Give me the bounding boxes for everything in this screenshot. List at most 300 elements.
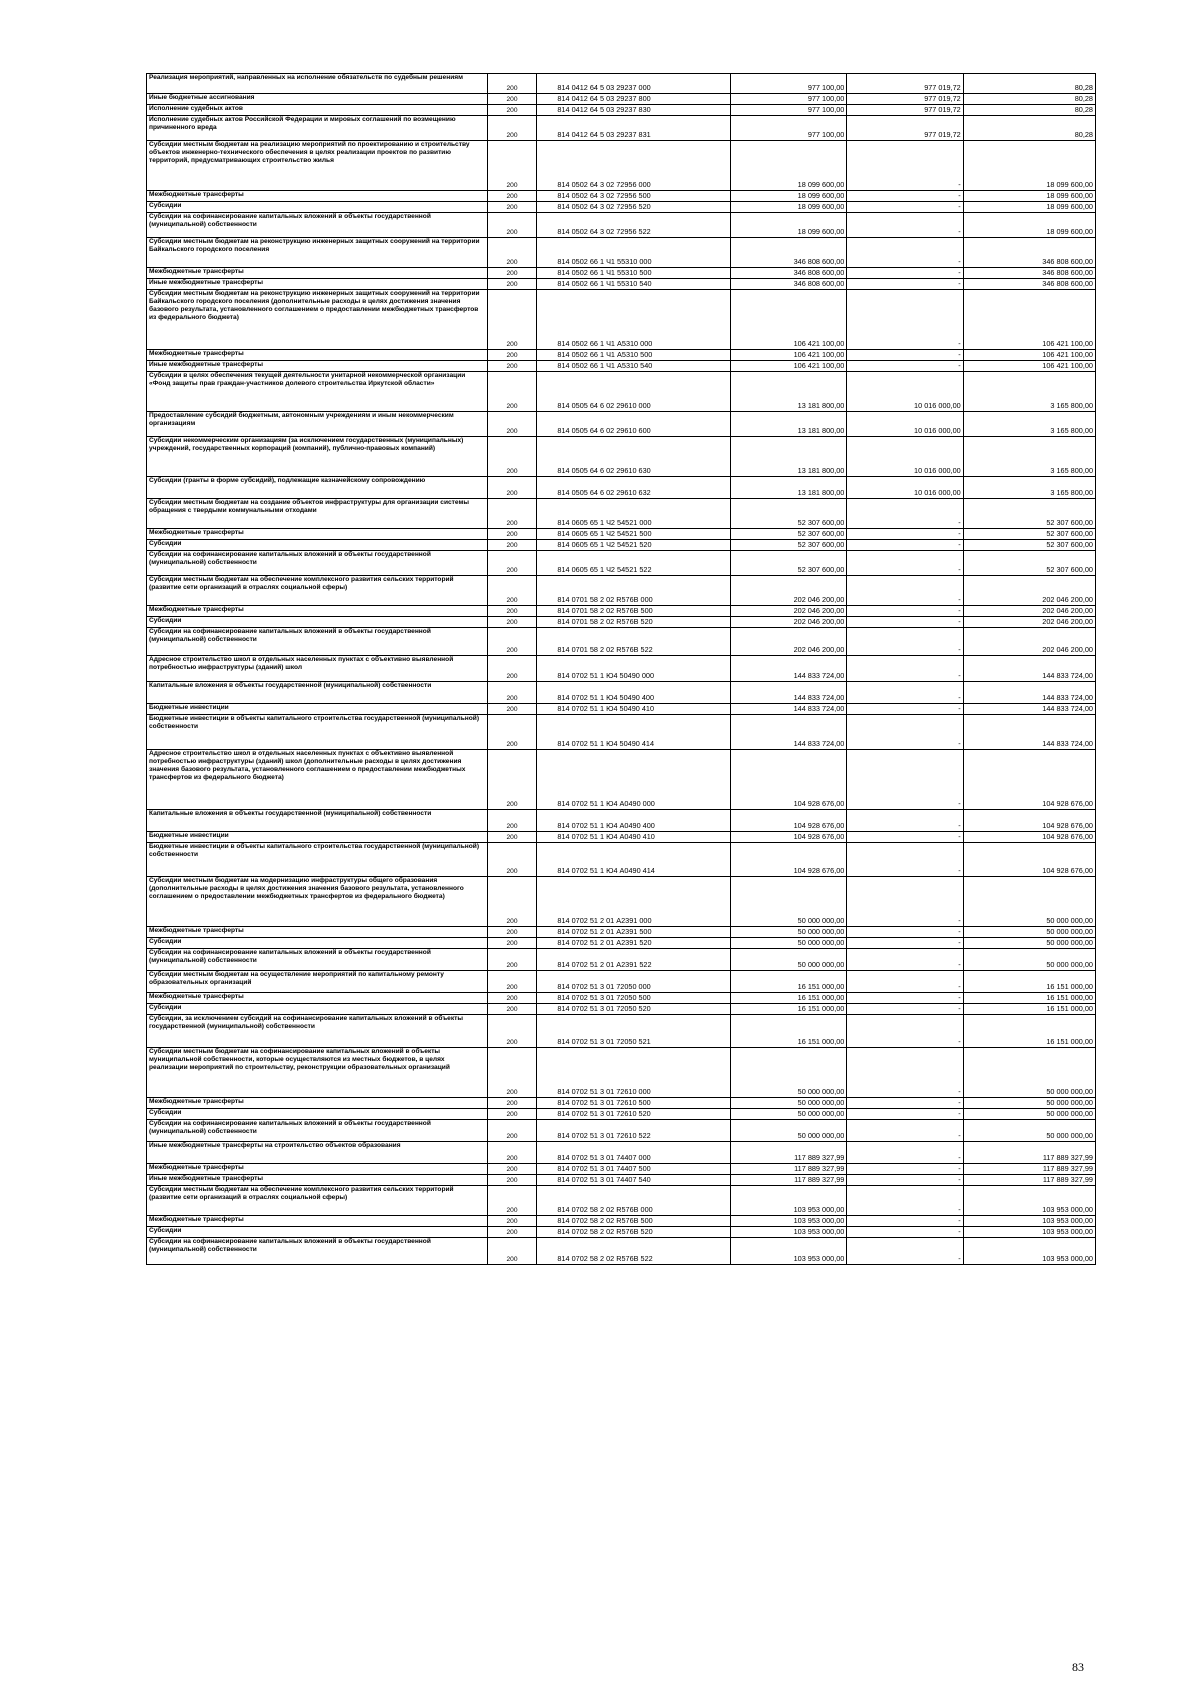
row-name: Межбюджетные трансферты: [147, 993, 488, 1004]
row-code: 200: [487, 877, 537, 927]
row-executed-amount: -: [847, 576, 963, 606]
row-executed-amount: 10 016 000,00: [847, 437, 963, 477]
row-name: Субсидии на софинансирование капитальных вложений в объекты государственной (муниципальной) собственности: [147, 628, 488, 656]
row-classification-code: 814 0701 58 2 02 R576B 500: [537, 606, 731, 617]
row-unexecuted-amount: 103 953 000,00: [963, 1238, 1095, 1265]
row-unexecuted-amount: 3 165 800,00: [963, 412, 1095, 437]
row-classification-code: 814 0702 51 2 01 А2391 000: [537, 877, 731, 927]
row-approved-amount: 106 421 100,00: [730, 350, 846, 361]
row-code: 200: [487, 361, 537, 372]
row-approved-amount: 18 099 600,00: [730, 191, 846, 202]
row-executed-amount: -: [847, 971, 963, 993]
row-code: 200: [487, 540, 537, 551]
row-classification-code: 814 0502 64 3 02 72956 522: [537, 213, 731, 238]
row-code: 200: [487, 949, 537, 971]
table-row: [147, 412, 1096, 437]
row-unexecuted-amount: 80,28: [963, 94, 1095, 105]
row-code: 200: [487, 74, 537, 94]
row-name: Адресное строительство школ в отдельных населенных пунктах с объективно выявленной потребностью инфраструктуры (зданий) школ (дополнительные расходы в целях достижения значения базового результата, установленного соглашением о предоставлении межбюджетных трансфертов из федерального бюджета): [147, 750, 488, 810]
row-executed-amount: -: [847, 750, 963, 810]
row-classification-code: 814 0702 51 1 Ю4 А0490 414: [537, 843, 731, 877]
row-code: 200: [487, 1164, 537, 1175]
row-code: 200: [487, 927, 537, 938]
row-classification-code: 814 0702 58 2 02 R576B 520: [537, 1227, 731, 1238]
row-unexecuted-amount: 346 808 600,00: [963, 279, 1095, 290]
row-classification-code: 814 0502 66 1 Ч1 55310 540: [537, 279, 731, 290]
row-approved-amount: 346 808 600,00: [730, 238, 846, 268]
row-code: 200: [487, 551, 537, 576]
row-classification-code: 814 0702 51 3 01 72610 520: [537, 1109, 731, 1120]
row-classification-code: 814 0502 66 1 Ч1 55310 000: [537, 238, 731, 268]
row-name: Субсидии: [147, 617, 488, 628]
row-classification-code: 814 0505 64 6 02 29610 630: [537, 437, 731, 477]
row-unexecuted-amount: 106 421 100,00: [963, 290, 1095, 350]
row-approved-amount: 104 928 676,00: [730, 810, 846, 832]
table-row: [147, 361, 1096, 372]
row-approved-amount: 103 953 000,00: [730, 1227, 846, 1238]
row-classification-code: 814 0701 58 2 02 R576B 520: [537, 617, 731, 628]
row-classification-code: 814 0702 51 1 Ю4 50490 410: [537, 704, 731, 715]
row-name: Субсидии местным бюджетам на модернизацию инфраструктуры общего образования (дополнительные расходы в целях достижения значения базового результата, установленного соглашением о предоставлении межбюджетных трансфертов из федерального бюджета): [147, 877, 488, 927]
row-approved-amount: 104 928 676,00: [730, 832, 846, 843]
table-row: [147, 877, 1096, 927]
row-executed-amount: -: [847, 617, 963, 628]
table-row: [147, 191, 1096, 202]
row-classification-code: 814 0702 51 2 01 А2391 522: [537, 949, 731, 971]
row-approved-amount: 106 421 100,00: [730, 290, 846, 350]
row-approved-amount: 117 889 327,99: [730, 1164, 846, 1175]
row-executed-amount: -: [847, 606, 963, 617]
table-row: [147, 971, 1096, 993]
row-name: Бюджетные инвестиции в объекты капитального строительства государственной (муниципальной) собственности: [147, 715, 488, 750]
row-name: Субсидии на софинансирование капитальных вложений в объекты государственной (муниципальной) собственности: [147, 213, 488, 238]
row-code: 200: [487, 105, 537, 116]
row-code: 200: [487, 268, 537, 279]
row-executed-amount: -: [847, 843, 963, 877]
row-unexecuted-amount: 117 889 327,99: [963, 1175, 1095, 1186]
row-executed-amount: -: [847, 628, 963, 656]
row-unexecuted-amount: 346 808 600,00: [963, 268, 1095, 279]
row-name: Субсидии на софинансирование капитальных вложений в объекты государственной (муниципальной) собственности: [147, 1120, 488, 1142]
row-name: Межбюджетные трансферты: [147, 268, 488, 279]
row-executed-amount: 10 016 000,00: [847, 372, 963, 412]
row-executed-amount: -: [847, 1004, 963, 1015]
table-body: [147, 74, 1096, 1265]
row-unexecuted-amount: 50 000 000,00: [963, 938, 1095, 949]
row-executed-amount: -: [847, 1216, 963, 1227]
row-approved-amount: 50 000 000,00: [730, 1120, 846, 1142]
row-classification-code: 814 0702 51 1 Ю4 А0490 410: [537, 832, 731, 843]
row-code: 200: [487, 477, 537, 499]
row-unexecuted-amount: 144 833 724,00: [963, 682, 1095, 704]
row-name: Капитальные вложения в объекты государственной (муниципальной) собственности: [147, 810, 488, 832]
row-code: 200: [487, 191, 537, 202]
row-name: Иные межбюджетные трансферты: [147, 1175, 488, 1186]
row-code: 200: [487, 116, 537, 141]
table-row: [147, 529, 1096, 540]
row-classification-code: 814 0702 58 2 02 R576B 500: [537, 1216, 731, 1227]
row-code: 200: [487, 238, 537, 268]
row-code: 200: [487, 938, 537, 949]
row-classification-code: 814 0412 64 5 03 29237 000: [537, 74, 731, 94]
row-name: Иные межбюджетные трансферты: [147, 279, 488, 290]
row-classification-code: 814 0702 51 1 Ю4 50490 414: [537, 715, 731, 750]
table-row: [147, 213, 1096, 238]
row-code: 200: [487, 350, 537, 361]
row-code: 200: [487, 437, 537, 477]
row-classification-code: 814 0605 65 1 Ч2 54521 522: [537, 551, 731, 576]
row-name: Субсидии: [147, 202, 488, 213]
row-unexecuted-amount: 50 000 000,00: [963, 949, 1095, 971]
row-approved-amount: 103 953 000,00: [730, 1186, 846, 1216]
table-row: [147, 372, 1096, 412]
row-classification-code: 814 0502 66 1 Ч1 А5310 500: [537, 350, 731, 361]
row-executed-amount: -: [847, 279, 963, 290]
row-classification-code: 814 0702 51 3 01 74407 500: [537, 1164, 731, 1175]
row-code: 200: [487, 715, 537, 750]
row-code: 200: [487, 1048, 537, 1098]
table-row: [147, 1227, 1096, 1238]
table-row: [147, 949, 1096, 971]
row-unexecuted-amount: 117 889 327,99: [963, 1164, 1095, 1175]
row-unexecuted-amount: 144 833 724,00: [963, 704, 1095, 715]
row-name: Межбюджетные трансферты: [147, 529, 488, 540]
row-name: Предоставление субсидий бюджетным, автономным учреждениям и иным некоммерческим организациям: [147, 412, 488, 437]
table-row: [147, 682, 1096, 704]
table-row: [147, 715, 1096, 750]
row-code: 200: [487, 1142, 537, 1164]
row-unexecuted-amount: 3 165 800,00: [963, 477, 1095, 499]
row-executed-amount: 977 019,72: [847, 74, 963, 94]
table-row: [147, 551, 1096, 576]
row-approved-amount: 106 421 100,00: [730, 361, 846, 372]
table-row: [147, 1048, 1096, 1098]
table-row: [147, 843, 1096, 877]
row-executed-amount: -: [847, 1175, 963, 1186]
row-executed-amount: -: [847, 551, 963, 576]
row-executed-amount: -: [847, 1164, 963, 1175]
row-approved-amount: 977 100,00: [730, 116, 846, 141]
row-executed-amount: -: [847, 1142, 963, 1164]
row-unexecuted-amount: 16 151 000,00: [963, 971, 1095, 993]
row-approved-amount: 202 046 200,00: [730, 628, 846, 656]
row-unexecuted-amount: 104 928 676,00: [963, 832, 1095, 843]
row-classification-code: 814 0605 65 1 Ч2 54521 520: [537, 540, 731, 551]
row-name: Межбюджетные трансферты: [147, 1098, 488, 1109]
row-name: Субсидии местным бюджетам на реализацию мероприятий по проектированию и строительству объектов инженерно-технического обеспечения в целях реализации проектов по развитию территорий, предусматривающих строительство жилья: [147, 141, 488, 191]
row-code: 200: [487, 213, 537, 238]
table-row: [147, 704, 1096, 715]
row-classification-code: 814 0702 51 2 01 А2391 520: [537, 938, 731, 949]
row-unexecuted-amount: 50 000 000,00: [963, 927, 1095, 938]
row-name: Межбюджетные трансферты: [147, 191, 488, 202]
row-name: Субсидии: [147, 1004, 488, 1015]
row-unexecuted-amount: 80,28: [963, 105, 1095, 116]
row-executed-amount: -: [847, 238, 963, 268]
row-executed-amount: -: [847, 1109, 963, 1120]
table-row: [147, 927, 1096, 938]
row-code: 200: [487, 529, 537, 540]
row-executed-amount: 10 016 000,00: [847, 412, 963, 437]
row-code: 200: [487, 993, 537, 1004]
row-approved-amount: 50 000 000,00: [730, 938, 846, 949]
row-approved-amount: 50 000 000,00: [730, 1048, 846, 1098]
row-classification-code: 814 0702 51 3 01 72050 520: [537, 1004, 731, 1015]
row-unexecuted-amount: 202 046 200,00: [963, 617, 1095, 628]
row-approved-amount: 977 100,00: [730, 105, 846, 116]
row-name: Субсидии (гранты в форме субсидий), подлежащие казначейскому сопровождению: [147, 477, 488, 499]
row-approved-amount: 16 151 000,00: [730, 1015, 846, 1048]
table-row: [147, 290, 1096, 350]
row-executed-amount: 977 019,72: [847, 116, 963, 141]
row-unexecuted-amount: 202 046 200,00: [963, 628, 1095, 656]
row-approved-amount: 977 100,00: [730, 94, 846, 105]
row-name: Субсидии на софинансирование капитальных вложений в объекты государственной (муниципальной) собственности: [147, 1238, 488, 1265]
table-row: [147, 1004, 1096, 1015]
row-classification-code: 814 0701 58 2 02 R576B 000: [537, 576, 731, 606]
row-classification-code: 814 0502 64 3 02 72956 000: [537, 141, 731, 191]
row-name: Межбюджетные трансферты: [147, 1216, 488, 1227]
row-code: 200: [487, 656, 537, 682]
row-approved-amount: 977 100,00: [730, 74, 846, 94]
row-executed-amount: 10 016 000,00: [847, 477, 963, 499]
table-row: [147, 94, 1096, 105]
row-unexecuted-amount: 103 953 000,00: [963, 1186, 1095, 1216]
row-unexecuted-amount: 52 307 600,00: [963, 540, 1095, 551]
row-name: Исполнение судебных актов Российской Федерации и мировых соглашений по возмещению причиненного вреда: [147, 116, 488, 141]
row-classification-code: 814 0702 51 3 01 72610 000: [537, 1048, 731, 1098]
row-unexecuted-amount: 18 099 600,00: [963, 202, 1095, 213]
row-classification-code: 814 0702 51 3 01 74407 540: [537, 1175, 731, 1186]
row-unexecuted-amount: 16 151 000,00: [963, 1004, 1095, 1015]
row-name: Реализация мероприятий, направленных на исполнение обязательств по судебным решениям: [147, 74, 488, 94]
row-executed-amount: -: [847, 268, 963, 279]
row-unexecuted-amount: 106 421 100,00: [963, 361, 1095, 372]
row-executed-amount: -: [847, 877, 963, 927]
row-approved-amount: 16 151 000,00: [730, 993, 846, 1004]
row-classification-code: 814 0702 51 3 01 72050 500: [537, 993, 731, 1004]
row-approved-amount: 18 099 600,00: [730, 202, 846, 213]
row-classification-code: 814 0412 64 5 03 29237 830: [537, 105, 731, 116]
row-approved-amount: 50 000 000,00: [730, 927, 846, 938]
table-row: [147, 202, 1096, 213]
row-approved-amount: 144 833 724,00: [730, 715, 846, 750]
row-approved-amount: 104 928 676,00: [730, 750, 846, 810]
row-classification-code: 814 0702 51 2 01 А2391 500: [537, 927, 731, 938]
row-unexecuted-amount: 104 928 676,00: [963, 843, 1095, 877]
row-code: 200: [487, 682, 537, 704]
row-code: 200: [487, 1175, 537, 1186]
budget-execution-table: [146, 73, 1096, 1265]
row-name: Межбюджетные трансферты: [147, 350, 488, 361]
row-name: Капитальные вложения в объекты государственной (муниципальной) собственности: [147, 682, 488, 704]
row-executed-amount: -: [847, 191, 963, 202]
row-unexecuted-amount: 18 099 600,00: [963, 191, 1095, 202]
table-row: [147, 1164, 1096, 1175]
table-row: [147, 350, 1096, 361]
row-approved-amount: 202 046 200,00: [730, 606, 846, 617]
row-unexecuted-amount: 16 151 000,00: [963, 993, 1095, 1004]
row-classification-code: 814 0505 64 6 02 29610 600: [537, 412, 731, 437]
row-classification-code: 814 0702 51 3 01 72610 500: [537, 1098, 731, 1109]
row-classification-code: 814 0502 66 1 Ч1 А5310 000: [537, 290, 731, 350]
row-unexecuted-amount: 104 928 676,00: [963, 810, 1095, 832]
table-row: [147, 1109, 1096, 1120]
row-name: Субсидии местным бюджетам на софинансирование капитальных вложений в объекты муниципальной собственности, которые осуществляются из местных бюджетов, в целях реализации мероприятий по строительству, реконструкции образовательных организаций: [147, 1048, 488, 1098]
page-number: 83: [1072, 1660, 1084, 1674]
row-unexecuted-amount: 18 099 600,00: [963, 213, 1095, 238]
row-approved-amount: 13 181 800,00: [730, 477, 846, 499]
table-row: [147, 279, 1096, 290]
table-row: [147, 1142, 1096, 1164]
row-unexecuted-amount: 117 889 327,99: [963, 1142, 1095, 1164]
row-code: 200: [487, 1238, 537, 1265]
row-classification-code: 814 0412 64 5 03 29237 800: [537, 94, 731, 105]
row-unexecuted-amount: 52 307 600,00: [963, 529, 1095, 540]
row-code: 200: [487, 141, 537, 191]
row-code: 200: [487, 606, 537, 617]
row-classification-code: 814 0702 51 3 01 74407 000: [537, 1142, 731, 1164]
table-row: [147, 105, 1096, 116]
row-code: 200: [487, 1120, 537, 1142]
row-code: 200: [487, 810, 537, 832]
row-name: Иные бюджетные ассигнования: [147, 94, 488, 105]
row-code: 200: [487, 1216, 537, 1227]
table-row: [147, 1238, 1096, 1265]
table-row: [147, 656, 1096, 682]
row-name: Субсидии: [147, 1227, 488, 1238]
row-name: Бюджетные инвестиции: [147, 832, 488, 843]
row-unexecuted-amount: 202 046 200,00: [963, 606, 1095, 617]
row-executed-amount: -: [847, 499, 963, 529]
row-executed-amount: -: [847, 1098, 963, 1109]
table-row: [147, 606, 1096, 617]
table-row: [147, 1120, 1096, 1142]
row-name: Иные межбюджетные трансферты: [147, 361, 488, 372]
row-name: Адресное строительство школ в отдельных населенных пунктах с объективно выявленной потребностью инфраструктуры (зданий) школ: [147, 656, 488, 682]
row-classification-code: 814 0412 64 5 03 29237 831: [537, 116, 731, 141]
row-executed-amount: -: [847, 213, 963, 238]
table-row: [147, 1216, 1096, 1227]
row-name: Субсидии, за исключением субсидий на софинансирование капитальных вложений в объекты государственной (муниципальной) собственности: [147, 1015, 488, 1048]
row-name: Субсидии местным бюджетам на обеспечение комплексного развития сельских территорий (развитие сети организаций в отраслях социальной сферы): [147, 576, 488, 606]
row-classification-code: 814 0702 58 2 02 R576B 000: [537, 1186, 731, 1216]
row-classification-code: 814 0605 65 1 Ч2 54521 500: [537, 529, 731, 540]
row-executed-amount: -: [847, 682, 963, 704]
row-executed-amount: -: [847, 350, 963, 361]
row-name: Субсидии местным бюджетам на создание объектов инфраструктуры для организации системы обращения с твердыми коммунальными отходами: [147, 499, 488, 529]
row-approved-amount: 144 833 724,00: [730, 656, 846, 682]
row-approved-amount: 202 046 200,00: [730, 576, 846, 606]
row-classification-code: 814 0701 58 2 02 R576B 522: [537, 628, 731, 656]
row-classification-code: 814 0505 64 6 02 29610 632: [537, 477, 731, 499]
table-row: [147, 141, 1096, 191]
row-executed-amount: -: [847, 529, 963, 540]
row-approved-amount: 144 833 724,00: [730, 682, 846, 704]
row-name: Субсидии на софинансирование капитальных вложений в объекты государственной (муниципальной) собственности: [147, 551, 488, 576]
row-classification-code: 814 0505 64 6 02 29610 000: [537, 372, 731, 412]
row-unexecuted-amount: 103 953 000,00: [963, 1227, 1095, 1238]
table-row: [147, 1175, 1096, 1186]
row-approved-amount: 50 000 000,00: [730, 877, 846, 927]
row-classification-code: 814 0502 64 3 02 72956 500: [537, 191, 731, 202]
table-row: [147, 499, 1096, 529]
row-executed-amount: -: [847, 1015, 963, 1048]
row-executed-amount: -: [847, 1227, 963, 1238]
row-classification-code: 814 0605 65 1 Ч2 54521 000: [537, 499, 731, 529]
row-classification-code: 814 0702 51 3 01 72610 522: [537, 1120, 731, 1142]
table-row: [147, 1098, 1096, 1109]
row-approved-amount: 13 181 800,00: [730, 412, 846, 437]
row-code: 200: [487, 1098, 537, 1109]
row-unexecuted-amount: 50 000 000,00: [963, 1109, 1095, 1120]
row-executed-amount: -: [847, 715, 963, 750]
row-code: 200: [487, 202, 537, 213]
row-name: Субсидии: [147, 1109, 488, 1120]
row-executed-amount: -: [847, 832, 963, 843]
row-name: Субсидии местным бюджетам на осуществление мероприятий по капитальному ремонту образовательных организаций: [147, 971, 488, 993]
table-row: [147, 832, 1096, 843]
row-code: 200: [487, 499, 537, 529]
row-approved-amount: 52 307 600,00: [730, 529, 846, 540]
row-classification-code: 814 0502 66 1 Ч1 55310 500: [537, 268, 731, 279]
row-approved-amount: 103 953 000,00: [730, 1216, 846, 1227]
row-executed-amount: -: [847, 938, 963, 949]
row-name: Межбюджетные трансферты: [147, 606, 488, 617]
row-code: 200: [487, 628, 537, 656]
table-row: [147, 576, 1096, 606]
table-row: [147, 437, 1096, 477]
row-executed-amount: -: [847, 810, 963, 832]
row-approved-amount: 50 000 000,00: [730, 949, 846, 971]
row-approved-amount: 13 181 800,00: [730, 437, 846, 477]
row-code: 200: [487, 290, 537, 350]
row-approved-amount: 50 000 000,00: [730, 1098, 846, 1109]
row-code: 200: [487, 412, 537, 437]
table-row: [147, 628, 1096, 656]
row-unexecuted-amount: 202 046 200,00: [963, 576, 1095, 606]
table-row: [147, 238, 1096, 268]
row-approved-amount: 346 808 600,00: [730, 279, 846, 290]
row-executed-amount: -: [847, 993, 963, 1004]
row-classification-code: 814 0502 64 3 02 72956 520: [537, 202, 731, 213]
row-code: 200: [487, 94, 537, 105]
row-unexecuted-amount: 144 833 724,00: [963, 715, 1095, 750]
row-code: 200: [487, 372, 537, 412]
row-unexecuted-amount: 50 000 000,00: [963, 877, 1095, 927]
row-executed-amount: 977 019,72: [847, 105, 963, 116]
row-executed-amount: -: [847, 1120, 963, 1142]
row-code: 200: [487, 1109, 537, 1120]
row-approved-amount: 18 099 600,00: [730, 213, 846, 238]
row-name: Субсидии некоммерческим организациям (за исключением государственных (муниципальных) учреждений, государственных корпораций (компаний), публично-правовых компаний): [147, 437, 488, 477]
table-row: [147, 938, 1096, 949]
row-executed-amount: -: [847, 1048, 963, 1098]
row-approved-amount: 104 928 676,00: [730, 843, 846, 877]
table-row: [147, 268, 1096, 279]
table-row: [147, 993, 1096, 1004]
row-code: 200: [487, 704, 537, 715]
table-row: [147, 750, 1096, 810]
row-approved-amount: 144 833 724,00: [730, 704, 846, 715]
table-row: [147, 810, 1096, 832]
row-code: 200: [487, 971, 537, 993]
row-name: Субсидии на софинансирование капитальных вложений в объекты государственной (муниципальной) собственности: [147, 949, 488, 971]
row-approved-amount: 16 151 000,00: [730, 971, 846, 993]
row-unexecuted-amount: 16 151 000,00: [963, 1015, 1095, 1048]
row-name: Субсидии местным бюджетам на реконструкцию инженерных защитных сооружений на территории Байкальского городского поселения: [147, 238, 488, 268]
row-name: Межбюджетные трансферты: [147, 927, 488, 938]
